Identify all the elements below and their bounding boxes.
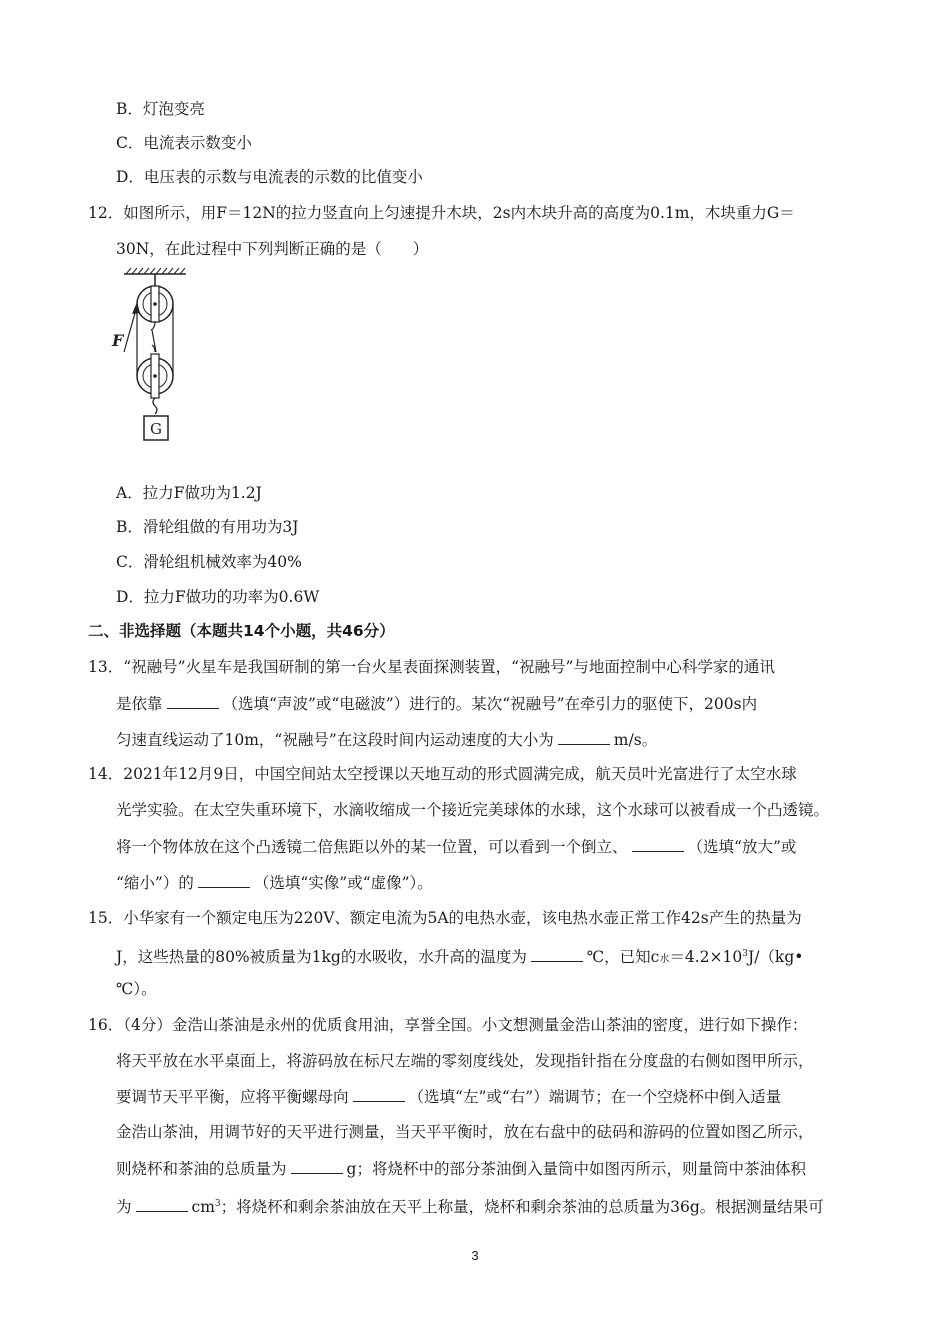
q16-text: g；将烧杯中的部分茶油倒入量筒中如图丙所示，则量筒中茶油体积 [346,1160,806,1178]
q15-text: ＝4.2×10 [669,948,743,967]
q16-text: ；将烧杯和剩余茶油放在天平上称量，烧杯和剩余茶油的总质量为36g。根据测量结果可 [220,1198,824,1217]
q15-line1: 15．小华家有一个额定电压为220V、额定电流为5A的电热水壶，该电热水壶正常工作42s产生的热量为 [88,909,802,927]
q16-line4: 金浩山茶油，用调节好的天平进行测量，当天平平衡时，放在右盘中的砝码和游码的位置如图乙所示， [116,1123,814,1141]
q11-option-c: C．电流表示数变小 [116,134,252,152]
q13-text: m/s。 [613,731,658,749]
q11-option-b: B．灯泡变亮 [116,100,205,118]
page-number: 3 [471,1248,479,1263]
q12-option-b: B．滑轮组做的有用功为3J [116,518,299,536]
q13-text: 是依靠 [116,695,163,713]
q15-text: J，这些热量的80%被质量为1kg的水吸收，水升高的温度为 [116,948,527,967]
q16-superscript: 3 [214,1199,221,1209]
q16-text: cm [191,1198,215,1217]
answer-blank[interactable] [136,1195,188,1212]
q16-text: （选填“左”或“右”）端调节；在一个空烧杯中倒入适量 [408,1088,782,1106]
weight-label: G [150,420,162,438]
q12-stem-line2: 30N，在此过程中下列判断正确的是（ ） [116,240,429,258]
answer-blank[interactable] [558,728,610,745]
q16-line1: 16．（4分）金浩山茶油是永州的优质食用油，享誉全国。小文想测量金浩山茶油的密度，进行如下操作： [88,1016,808,1034]
q13-text: 匀速直线运动了10m，“祝融号”在这段时间内运动速度的大小为 [116,731,554,749]
q12-stem-line1: 12．如图所示，用F＝12N的拉力竖直向上匀速提升木块，2s内木块升高的高度为0.1m，木块重力G＝ [88,204,795,222]
q13-text: （选填“声波”或“电磁波”）进行的。某次“祝融号”在牵引力的驱使下，200s内 [222,695,758,713]
answer-blank[interactable] [291,1157,343,1174]
q13-line1: 13．“祝融号”火星车是我国研制的第一台火星表面探测装置，“祝融号”与地面控制中心科学家的通讯 [88,658,775,676]
q14-text: （选填“实像”或“虚像”）。 [253,874,433,892]
section-title: 二、非选择题（本题共14个小题，共46分） [88,622,395,640]
answer-blank[interactable] [353,1085,405,1102]
q14-text: “缩小”）的 [116,874,194,892]
q14-text: （选填“放大”或 [687,838,797,856]
q12-option-a: A．拉力F做功为1.2J [116,484,262,502]
answer-blank[interactable] [632,835,684,852]
q16-text: 则烧杯和茶油的总质量为 [116,1160,287,1178]
q16-text: 要调节天平平衡，应将平衡螺母向 [116,1088,349,1106]
q15-subscript: 水 [659,954,670,966]
q12-option-d: D．拉力F做功的功率为0.6W [116,588,320,606]
answer-blank[interactable] [531,945,583,962]
q13-line2 [116,692,757,715]
q14-line3 [116,835,796,858]
q12-option-c: C．滑轮组机械效率为40% [116,553,302,571]
force-label: F [112,331,124,350]
answer-blank[interactable] [198,871,250,888]
q13-line3 [116,728,657,751]
q16-line3 [116,1085,781,1108]
q11-option-d: D．电压表的示数与电流表的示数的比值变小 [116,168,423,186]
q15-text: ℃，已知c [586,948,660,967]
answer-blank[interactable] [167,692,219,709]
pulley-system-figure [108,266,208,448]
q16-text: 为 [116,1198,132,1217]
q16-line2: 将天平放在水平桌面上，将游码放在标尺左端的零刻度线处，发现指针指在分度盘的右侧如图甲所示， [116,1052,814,1070]
q15-superscript: 3 [742,949,748,959]
q14-line4 [116,871,433,894]
q15-line2 [116,943,803,971]
q16-line5 [116,1157,806,1180]
q14-line2: 光学实验。在太空失重环境下，水滴收缩成一个接近完美球体的水球，这个水球可以被看成一个凸透镜。 [116,801,830,819]
q15-line3: ℃）。 [116,980,157,998]
q14-text: 将一个物体放在这个凸透镜二倍焦距以外的某一位置，可以看到一个倒立、 [116,838,628,856]
q16-line6 [116,1193,824,1218]
q15-text: J/（kg• [747,948,804,967]
q14-line1: 14．2021年12月9日，中国空间站太空授课以天地互动的形式圆满完成，航天员叶光富进行了太空水球 [88,765,797,783]
